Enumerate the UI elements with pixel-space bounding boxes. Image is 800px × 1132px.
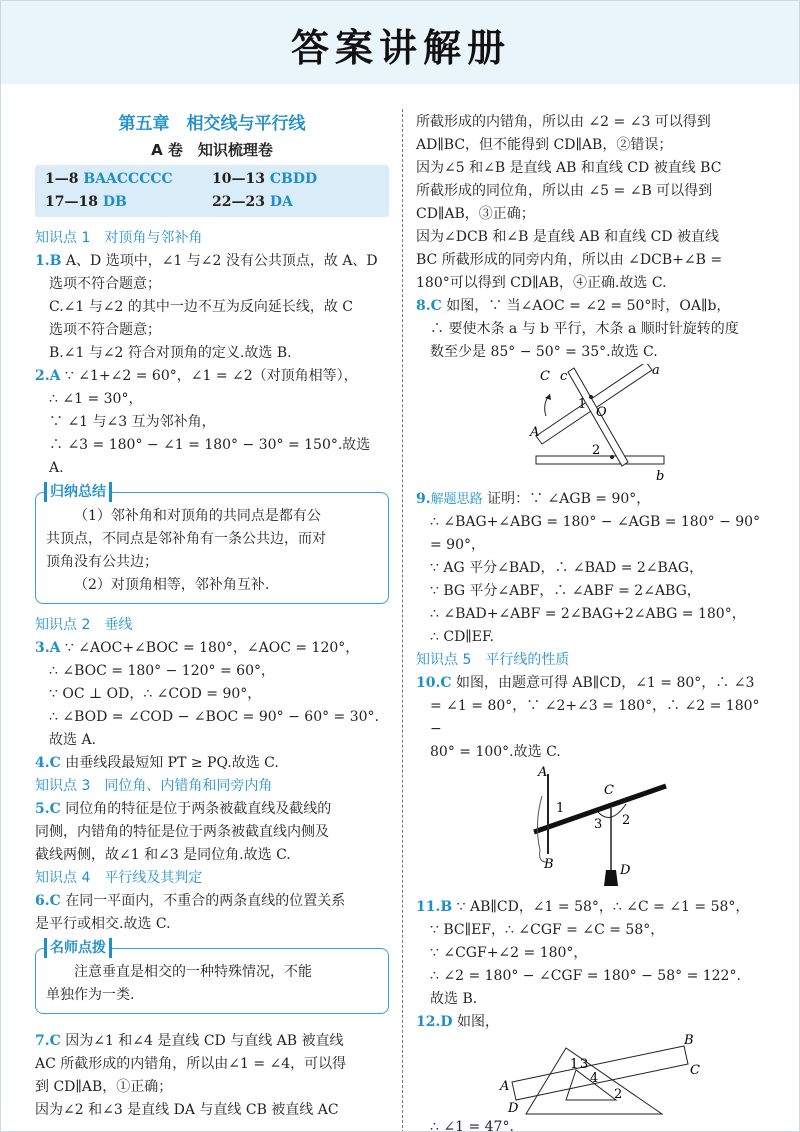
ruler [512, 1046, 688, 1100]
answer-cell [212, 191, 379, 214]
question-number: 3.A [35, 640, 61, 656]
question-number: 10.C [416, 675, 452, 691]
angle-1-label: 1 [570, 1057, 579, 1072]
text-line: 到 CD∥AB，①正确； [35, 1079, 173, 1095]
question-11 [416, 896, 771, 1011]
text-line: ∴ ∠2 = 180° − ∠CGF = 180° − 58° = 122°. [430, 968, 741, 984]
text-line: 因为∠5 和∠B 是直线 AB 和直线 CD 被直线 BC [416, 160, 722, 176]
text-line: 如图，由题意可得 AB∥CD，∠1 = 80°，∴ ∠3 [451, 675, 755, 691]
angle-1-label: 1 [578, 397, 587, 412]
section-subtitle: A 卷 知识梳理卷 [151, 141, 273, 159]
text-line: CD∥AB，③正确； [416, 206, 535, 222]
text-line: 在同一平面内，不重合的两条直线的位置关系 [60, 893, 346, 909]
angle-2-label: 2 [614, 1087, 623, 1102]
question-10 [416, 672, 771, 764]
text-line: ∵ BC∥EF，∴ ∠CGF = ∠C = 58°， [430, 922, 665, 938]
question-4 [35, 752, 389, 775]
arrow-head [545, 394, 551, 400]
text-line: ∴ ∠1 = 30°， [49, 391, 143, 407]
text-line: ∵ ∠1 与∠3 互为邻补角， [49, 414, 216, 430]
text-line: 因为∠1 和∠4 是直线 CD 与直线 AB 被直线 [60, 1033, 344, 1049]
text-line: 同位角的特征是位于两条被截直线及截线的 [60, 801, 332, 817]
figure-q8-wooden-strips [416, 364, 771, 484]
text-line: 180°可以得到 CD∥AB，④正确.故选 C. [416, 275, 667, 291]
text-line: ∴ ∠BAG+∠ABG = 180° − ∠AGB = 180° − 90° = 90°， [430, 514, 761, 553]
text-line: 共顶点，不同点是邻补角有一条公共边，而对 [46, 531, 326, 547]
question-6 [35, 890, 389, 936]
text-line: 同侧，内错角的特征是位于两条被截直线内侧及 [35, 824, 329, 840]
knowledge-point-heading: 知识点 2 垂线 [35, 617, 133, 633]
text-line: ∴ ∠BAD+∠ABF = 2∠BAG+2∠ABG = 180°， [430, 606, 746, 622]
summary-box [35, 484, 389, 604]
question-7 [35, 1030, 389, 1122]
label-D: D [508, 1101, 519, 1116]
text-line: B.∠1 与∠2 符合对顶角的定义.故选 B. [49, 345, 292, 361]
question-12 [416, 1011, 771, 1034]
text-line: C.∠1 与∠2 的其中一边不互为反向延长线，故 C [49, 299, 353, 315]
angle-2-label: 2 [592, 443, 601, 458]
answer-range: 10—13 [212, 171, 270, 187]
answer-range: 17—18 [45, 194, 103, 210]
tip-box [35, 940, 389, 1014]
text-line: 如图， [452, 1014, 499, 1030]
answer-cell [45, 191, 212, 214]
column-divider [402, 109, 403, 1132]
angle-3-label: 3 [580, 1057, 589, 1072]
text-line: 选项不符合题意； [49, 322, 161, 338]
label-b: b [656, 469, 665, 484]
text-line: ∵ BG 平分∠ABF，∴ ∠ABF = 2∠ABG， [430, 583, 701, 599]
question-number: 9. [416, 491, 431, 507]
pivot-point [589, 395, 593, 399]
question-number: 6.C [35, 893, 61, 909]
text-line: 是平行或相交.故选 C. [35, 916, 171, 932]
question-2 [35, 365, 389, 480]
question-7-continued [416, 111, 771, 295]
chapter-title: 第五章 相交线与平行线 [118, 114, 306, 134]
left-column [35, 104, 389, 1122]
summary-tag: 归纳总结 [44, 482, 112, 502]
answer-row [45, 168, 379, 191]
knowledge-point-heading: 知识点 3 同位角、内错角和同旁内角 [35, 778, 273, 794]
question-5 [35, 798, 389, 867]
text-line: AC 所截形成的内错角，所以由∠1 = ∠4，可以得 [35, 1056, 347, 1072]
question-number: 8.C [416, 298, 442, 314]
angle-3-label: 3 [594, 817, 603, 832]
label-A: A [500, 1079, 510, 1094]
question-number: 5.C [35, 801, 61, 817]
label-c: c [560, 369, 568, 384]
angle-1-label: 1 [556, 801, 565, 816]
label-C: C [540, 369, 550, 384]
page-title: 答案讲解册 [290, 26, 511, 70]
text-line: ∵ AB∥CD，∠1 = 58°，∴ ∠C = ∠1 = 58°， [452, 899, 750, 915]
solution-hint-tag: 解题思路 [430, 492, 483, 507]
question-9 [416, 488, 771, 649]
text-line: 截线两侧，故∠1 和∠3 是同位角.故选 C. [35, 847, 291, 863]
text-line: 80° = 100°.故选 C. [430, 744, 561, 760]
right-column [416, 111, 771, 1132]
angle-4-label: 4 [590, 1071, 599, 1086]
question-3 [35, 637, 389, 752]
question-number: 12.D [416, 1014, 453, 1030]
text-line: 由垂线段最短知 PT ≥ PQ.故选 C. [60, 755, 279, 771]
answer-cell [45, 168, 212, 191]
label-D: D [620, 863, 631, 878]
text-line: ∴ ∠1 = 47°. [430, 1119, 514, 1132]
label-B: B [684, 1034, 694, 1048]
text-line: 证明：∵ ∠AGB = 90°， [482, 491, 651, 507]
text-line: = ∠1 = 80°，∵ ∠2+∠3 = 180°，∴ ∠2 = 180° − [430, 698, 760, 737]
question-1 [35, 250, 389, 365]
question-number: 1.B [35, 253, 62, 269]
text-line: BC 所截形成的同旁内角，所以由 ∠DCB+∠B = [416, 252, 723, 268]
answer-range: 22—23 [212, 194, 270, 210]
question-number: 2.A [35, 368, 61, 384]
weight [604, 870, 618, 886]
text-line: AD∥BC，但不能得到 CD∥AB，②错误； [416, 137, 673, 153]
answer-key-box [35, 165, 389, 217]
text-line: 数至少是 85° − 50° = 35°.故选 C. [430, 344, 658, 360]
text-line: ∵ ∠1+∠2 = 60°，∠1 = ∠2（对顶角相等）， [60, 368, 358, 384]
text-line: 故选 B. [430, 991, 478, 1007]
answer-row [45, 191, 379, 214]
text-line: ∵ ∠AOC+∠BOC = 180°，∠AOC = 120°， [60, 640, 360, 656]
question-number: 11.B [416, 899, 453, 915]
question-number: 4.C [35, 755, 61, 771]
question-number: 7.C [35, 1033, 61, 1049]
text-line: 单独作为一类. [46, 987, 135, 1003]
text-line: ∴ ∠3 = 180° − ∠1 = 180° − 30° = 150°.故选 A. [49, 437, 371, 476]
text-line: ∴ ∠BOC = 180° − 120° = 60°， [49, 663, 275, 679]
text-line: 所截形成的内错角，所以由 ∠2 = ∠3 可以得到 [416, 114, 711, 130]
label-A: A [530, 425, 540, 440]
knowledge-point-heading: 知识点 4 平行线及其判定 [35, 870, 203, 886]
text-line: 选项不符合题意； [49, 276, 161, 292]
label-B: B [544, 857, 554, 872]
text-line: ∵ AG 平分∠BAD，∴ ∠BAD = 2∠BAG， [430, 560, 704, 576]
text-line: ∵ ∠CGF+∠2 = 180°， [430, 945, 588, 961]
angle-2-label: 2 [622, 813, 631, 828]
knowledge-point-heading: 知识点 1 对顶角与邻补角 [35, 230, 203, 246]
cross-point [610, 455, 614, 459]
figure-q12-ruler-triangle [416, 1034, 771, 1116]
text-line: A、D 选项中，∠1 与∠2 没有公共顶点，故 A、D [61, 253, 378, 269]
text-line: 顶角没有公共边； [46, 554, 158, 570]
answer-values: BAACCCCC [83, 171, 173, 187]
label-a: a [652, 364, 660, 378]
text-line: 因为∠DCB 和∠B 是直线 AB 和直线 CD 被直线 [416, 229, 720, 245]
figure-q10-balance [416, 764, 771, 892]
text-line: ∴ 要使木条 a 与 b 平行，木条 a 顺时针旋转的度 [430, 321, 739, 337]
label-C: C [690, 1063, 700, 1078]
answer-values: CBDD [269, 171, 318, 187]
text-line: 注意垂直是相交的一种特殊情况，不能 [74, 964, 312, 980]
knowledge-point-heading: 知识点 5 平行线的性质 [416, 652, 570, 668]
label-A: A [538, 765, 548, 780]
text-line: ∴ CD∥EF. [430, 629, 494, 645]
text-line: 因为∠2 和∠3 是直线 DA 与直线 CB 被直线 AC [35, 1102, 339, 1118]
question-8 [416, 295, 771, 364]
text-line: （1）邻补角和对顶角的共同点是都有公 [74, 508, 321, 524]
text-line: （2）对顶角相等，邻补角互补. [74, 577, 270, 593]
answer-values: DB [102, 194, 127, 210]
label-O: O [596, 405, 607, 420]
answer-cell [212, 168, 379, 191]
header-banner [1, 1, 800, 84]
text-line: 如图，∵ 当∠AOC = ∠2 = 50°时，OA∥b， [441, 298, 731, 314]
text-line: ∴ ∠BOD = ∠COD − ∠BOC = 90° − 60° = 30°.故选 A. [49, 709, 379, 748]
answer-range: 1—8 [45, 171, 84, 187]
text-line: ∵ OC ⊥ OD，∴ ∠COD = 90°， [49, 686, 262, 702]
text-line: 所截形成的同位角，所以由 ∠5 = ∠B 可以得到 [416, 183, 713, 199]
answer-values: DA [269, 194, 293, 210]
tip-tag: 名师点拨 [44, 938, 112, 958]
label-C: C [604, 783, 614, 798]
